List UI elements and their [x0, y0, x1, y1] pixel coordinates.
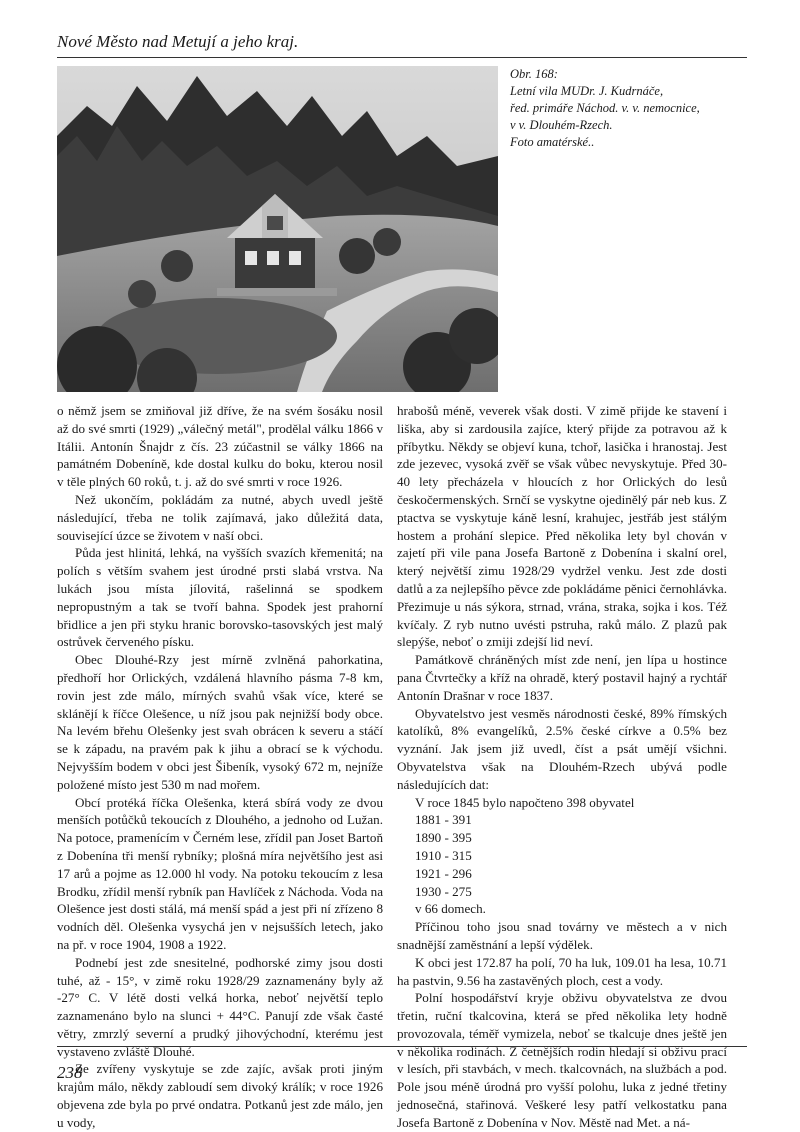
- page-number: 238: [57, 1063, 83, 1082]
- caption-line: řed. primáře Náchod. v. v. nemocnice,: [510, 101, 700, 115]
- header-rule: [57, 57, 747, 58]
- paragraph: Obcí protéká říčka Olešenka, která sbírá vody ze dvou menších potůčků tekoucích z Dlouhého, a jednoho od Lužan. Na potoce, pramenícím v Černém lese, zřídil pan Joset Bartoň z Dobenína tři menší rybníky; plošná míra největšího jest asi 17 arů a pojme as 12.000 hl vody. Na potoku tekoucím z lesa Brodku, zřídil menší rybník pan Havlíček z Náchoda. Voda na Olešence jest dosti stálá, má menší spád a jest při ní zřízeno 8 vodních děl. Olešenka vysychá jen v nejsušších letech, jako na př. v roce 1904, 1908 a 1922.: [57, 794, 383, 952]
- paragraph: Památkově chráněných míst zde není, jen lípa u hostince pana Čtvrtečky a kříž na ohradě, který postavil hajný a rychtář Antonín Drašnar v roce 1837.: [397, 652, 727, 703]
- population-entry: 1930 - 275: [415, 883, 472, 899]
- paragraph: Než ukončím, pokládám za nutné, abych uvedl ještě následující, třeba ne tolik zajímavá, jako důležitá data, související úzce se životem v naší obci.: [57, 491, 383, 543]
- paragraph: Polní hospodářství kryje obživu obyvatelstva ze dvou třetin, ruční tkalcovina, která se před několika lety hodně provozovala, téměř vymizela, neboť se tkalcuje dnes ještě jen v několika rodinách. Z četnějších rodin hledají si obživu prací v lesích, při stavbách, v mech. tkalcovnách, na službách a pod. Pole jsou méně úrodná pro vyšší polohu, luka z jedné třetiny jednosečná, stařinová. Veškeré lesy patří velkostatku pana Josefa Bartoně z Dobenína v Nov. Městě nad Met. a ná-: [397, 990, 727, 1130]
- figure-caption: [510, 66, 745, 151]
- villa-photograph: [57, 66, 498, 392]
- population-entry: 1910 - 315: [415, 847, 472, 863]
- photo-villa-icon: [57, 66, 498, 392]
- caption-line: Foto amatérské..: [510, 135, 595, 149]
- population-entry: 1921 - 296: [415, 865, 472, 881]
- paragraph: Obyvatelstvo jest vesměs národnosti české, 89% římských katolíků, 8% evangelíků, 2.5% české církve a 0.5% bez vyznání. Jak jsem již uvedl, číst a psát umějí všichni. Obyvatelstva však na Dlouhém-Rzech ubývá podle následujících dat:: [397, 705, 727, 792]
- paragraph: Ze zvířeny vyskytuje se zde zajíc, avšak proti jiným krajům málo, někdy zabloudí sem divoký králík; v roce 1926 objevena zde byla po prvé ondatra. Potkanů jest zde málo, jen u vody,: [57, 1061, 383, 1130]
- paragraph: Příčinou toho jsou snad továrny ve městech a v nich snadnější zaměstnání a lepší výdělek.: [397, 919, 727, 952]
- left-column: [57, 402, 383, 1132]
- right-column: [397, 402, 727, 1132]
- running-title: Nové Město nad Metují a jeho kraj.: [57, 32, 299, 51]
- caption-line: Obr. 168:: [510, 67, 558, 81]
- paragraph: K obci jest 172.87 ha polí, 70 ha luk, 109.01 ha lesa, 10.71 ha pastvin, 9.56 ha zastavěných ploch, cest a vody.: [397, 954, 727, 988]
- population-entry: V roce 1845 bylo napočteno 398 obyvatel: [415, 794, 635, 810]
- footer-rule: [57, 1046, 747, 1047]
- population-entry: 1890 - 395: [415, 830, 472, 846]
- population-entry: 1881 - 391: [415, 812, 472, 828]
- paragraph: Obec Dlouhé-Rzy jest mírně zvlněná pahorkatina, předhoří hor Orlických, vzdálená hlavního pásma 7-8 km, rovin jest zde málo, mírných svahů však více, které se sklánějí k říčce Olešence, u níž jsou pak nejnižší body obce. Na levém břehu Olešenky jest svah obrácen k severu a stáčí se k západu, na pravém pak k jihu a obrací se k východu. Nejvyšším bodem v obci jest Šibeník, vysoký 672 m, nejníže položené místo jest 530 m nad mořem.: [57, 652, 383, 792]
- paragraph: o němž jsem se zmiňoval již dříve, že na svém šosáku nosil až do své smrti (1929) „válečný metál", prodělal válku 1866 v Itálii. Antonín Šnajdr z čís. 23 zúčastnil se války 1866 na památném Dobeníně, kde dostal kulku do boku, kterou nosil v těle plných 60 roků, t. j. až do své smrti v roce 1926.: [57, 403, 383, 490]
- population-list: [397, 794, 727, 919]
- caption-line: Letní vila MUDr. J. Kudrnáče,: [510, 84, 664, 98]
- paragraph: Podnebí jest zde snesitelné, podhorské zimy jsou dosti tuhé, až - 15°, v zimě roku 1928/29 zaznamenány byly až -27° C. V létě dosti velká horka, neboť největší teplo zaznamenáno bylo na slunci + 44°C. Panují zde však časté větry, zmrzlý severní a prudký jihovýchodní, kterému jest vystaveno zvláště Dlouhé.: [57, 954, 383, 1059]
- paragraph: Půda jest hlinitá, lehká, na vyšších svazích křemenitá; na polích s větším svahem jest úrodné prsti slabá vrstva. Na lukách jsou místa jílovitá, rašelinná se spodkem nepropustným a tak se tvoří bahna. Spodek jest prahorní břidlice a jen při styku hranic borovsko-tasovských jest malý ostrůvek červeného písku.: [57, 545, 383, 650]
- paragraph: hrabošů méně, veverek však dosti. V zimě přijde ke stavení i liška, aby si zardousila zajíce, který přijde za potravou až k příbytku. Někdy se objeví kuna, tchoř, lasička i hranostaj. Jest zde jezevec, vysoká zvěř se však vůbec nevyskytuje. Před 30-40 lety přecházela v hloucích z hor Orlických do lesů českočermenských. Srnčí se vyskytne ojedinělý pár neb kus. Z ptactva se vyskytuje káně lesní, krahujec, jestřáb jest stálým hostem a prohání slepice. Před několika lety byl chován v zajetí při vile pana Josefa Bartoně z Dobenína i skalní orel, který největší zimu 1928/29 vydržel venku. Jest zde dosti datlů a za nejlepšího pěvce zde pokládáme pěnici černohlávka. Přezimuje u nás sýkora, strnad, vrána, straka, sojka i kos. Též kvíčaly. Z ryb nutno uvésti pstruha, raků málo. Z plazů pak slepýše, neboť o zmiji zdejší lid neví.: [397, 403, 727, 650]
- population-entry: v 66 domech.: [415, 901, 486, 917]
- caption-line: v v. Dlouhém-Rzech.: [510, 118, 613, 132]
